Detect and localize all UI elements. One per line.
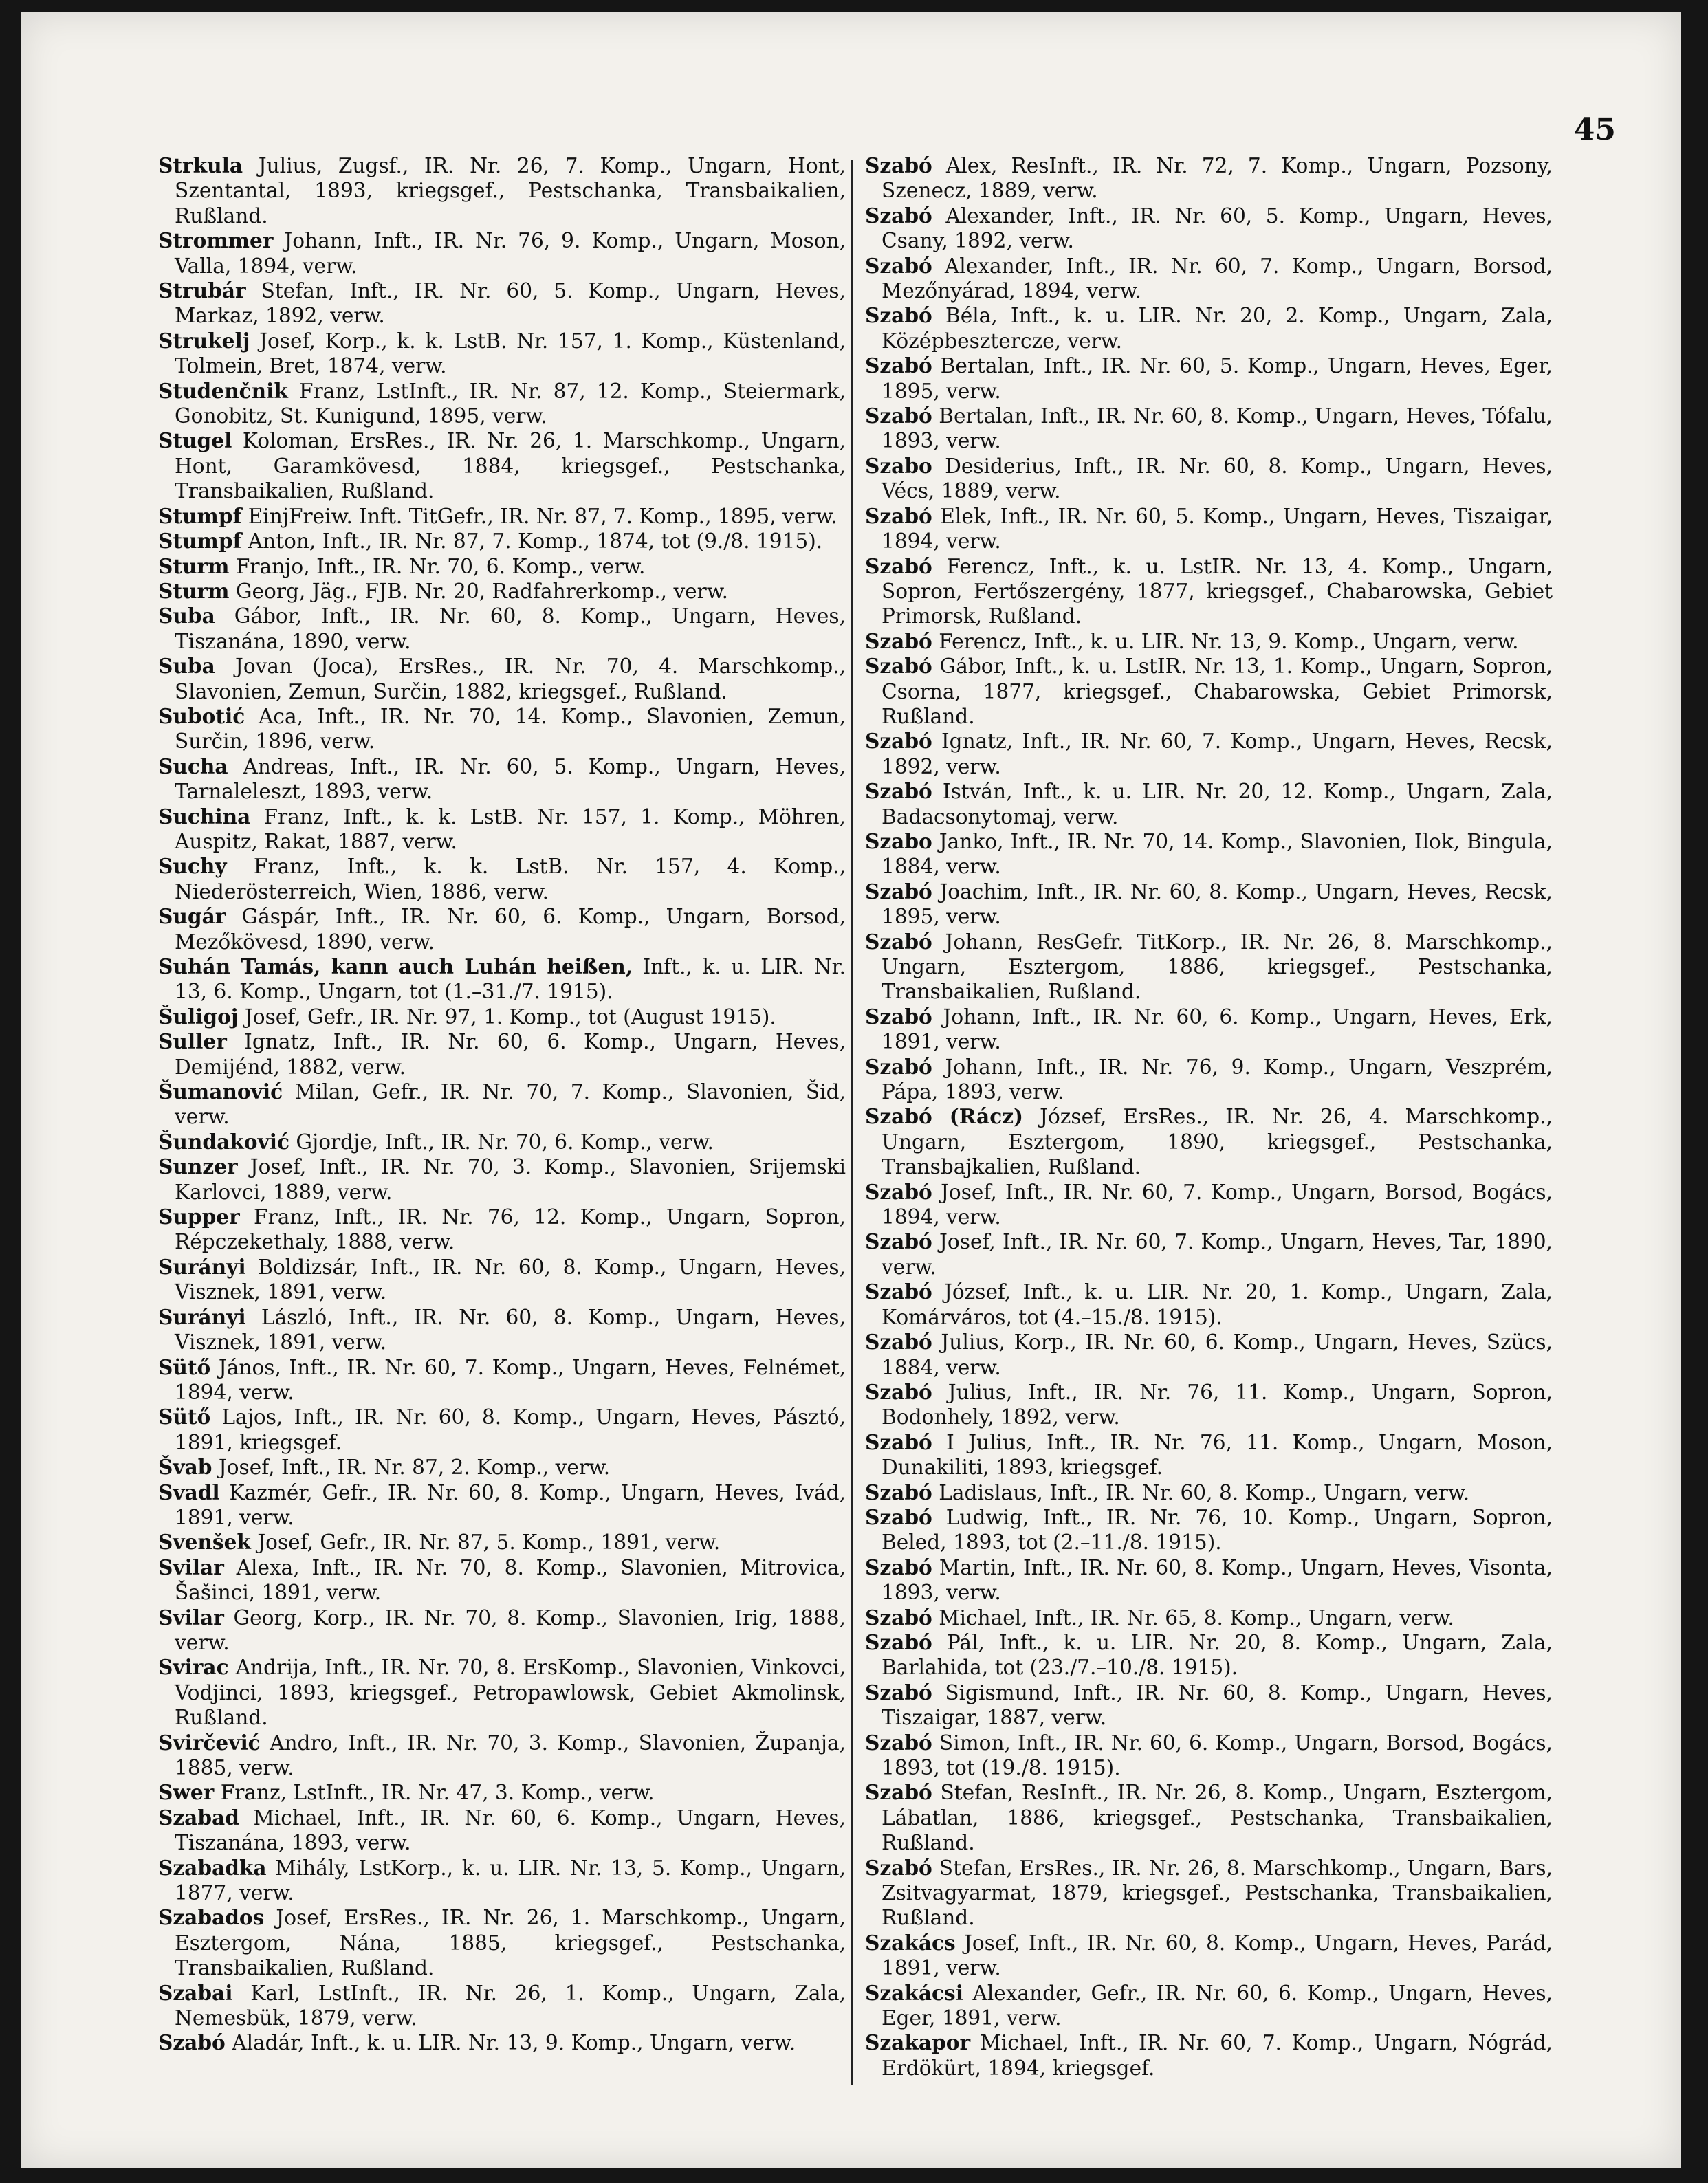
entry-details: Joachim, Inft., IR. Nr. 60, 8. Komp., Ungarn, Heves, Recsk, 1895, verw. bbox=[882, 879, 1553, 929]
list-entry bbox=[158, 904, 846, 954]
list-entry bbox=[865, 1780, 1553, 1855]
list-entry bbox=[865, 504, 1553, 554]
entry-surname: Szabó bbox=[865, 1730, 932, 1755]
entry-details: Josef, Inft., IR. Nr. 70, 3. Komp., Slavonien, Srijemski Karlovci, 1889, verw. bbox=[175, 1155, 846, 1204]
entry-details: Franjo, Inft., IR. Nr. 70, 6. Komp., verw. bbox=[229, 554, 646, 578]
entry-details: József, ErsRes., IR. Nr. 26, 4. Marschkomp., Ungarn, Esztergom, 1890, kriegsgef., Pestschanka, Transbajkalien, Rußland. bbox=[882, 1105, 1553, 1179]
entry-details: Janko, Inft., IR. Nr. 70, 14. Komp., Slavonien, Ilok, Bingula, 1884, verw. bbox=[882, 829, 1553, 879]
list-entry bbox=[158, 1856, 846, 1906]
list-entry bbox=[865, 1505, 1553, 1555]
entry-surname: Svadl bbox=[158, 1480, 220, 1504]
entry-surname: Szabó bbox=[865, 1054, 932, 1079]
entry-details: Ladislaus, Inft., IR. Nr. 60, 8. Komp., Ungarn, verw. bbox=[932, 1480, 1470, 1504]
entry-details: Alexa, Inft., IR. Nr. 70, 8. Komp., Slavonien, Mitrovica, Šašinci, 1891, verw. bbox=[175, 1555, 846, 1605]
list-entry bbox=[865, 1480, 1553, 1505]
entry-details: Ludwig, Inft., IR. Nr. 76, 10. Komp., Ungarn, Sopron, Beled, 1893, tot (2.–11./8. 1915). bbox=[882, 1505, 1553, 1555]
entry-surname: Sugár bbox=[158, 904, 226, 929]
entry-details: Martin, Inft., IR. Nr. 60, 8. Komp., Ungarn, Heves, Visonta, 1893, verw. bbox=[882, 1555, 1553, 1605]
list-entry bbox=[158, 529, 846, 553]
list-entry bbox=[158, 1205, 846, 1255]
entry-surname: Szabó bbox=[865, 1504, 932, 1529]
entry-surname: Suhán Tamás, kann auch Luhán heißen, bbox=[158, 954, 633, 978]
entry-surname: Sucha bbox=[158, 754, 228, 778]
entry-details: Pál, Inft., k. u. LIR. Nr. 20, 8. Komp., Ungarn, Zala, Barlahida, tot (23./7.–10./8. 1915). bbox=[882, 1630, 1553, 1680]
entry-surname: Szabó bbox=[865, 404, 932, 428]
entry-surname: Szabo bbox=[865, 453, 932, 478]
list-entry bbox=[865, 1229, 1553, 1280]
entry-surname: Szabó bbox=[865, 1855, 932, 1880]
entry-details: I Julius, Inft., IR. Nr. 76, 11. Komp., Ungarn, Moson, Dunakiliti, 1893, kriegsgef. bbox=[882, 1430, 1553, 1480]
entry-details: Michael, Inft., IR. Nr. 60, 6. Komp., Ungarn, Heves, Tiszanána, 1893, verw. bbox=[175, 1806, 846, 1855]
entry-surname: Szabó bbox=[865, 1004, 932, 1029]
list-entry bbox=[865, 1104, 1553, 1179]
entry-surname: Szabai bbox=[158, 1980, 233, 2005]
entry-details: Gjordje, Inft., IR. Nr. 70, 6. Komp., verw. bbox=[289, 1130, 714, 1154]
entry-details: Josef, Korp., k. k. LstB. Nr. 157, 1. Komp., Küstenland, Tolmein, Bret, 1874, verw. bbox=[175, 329, 846, 378]
entry-details: Inft., k. u. LIR. Nr. 13, 6. Komp., Ungarn, tot (1.–31./7. 1915). bbox=[175, 955, 846, 1004]
entry-details: Johann, Inft., IR. Nr. 76, 9. Komp., Ungarn, Moson, Valla, 1894, verw. bbox=[175, 229, 846, 278]
list-entry bbox=[865, 779, 1553, 829]
entry-details: Kazmér, Gefr., IR. Nr. 60, 8. Komp., Ungarn, Heves, Ivád, 1891, verw. bbox=[175, 1480, 846, 1529]
list-entry bbox=[865, 1005, 1553, 1055]
list-entry bbox=[158, 1555, 846, 1605]
entry-details: Julius, Korp., IR. Nr. 60, 6. Komp., Ungarn, Heves, Szücs, 1884, verw. bbox=[882, 1330, 1553, 1379]
entry-surname: Szabó bbox=[865, 303, 932, 328]
entry-details: Josef, Gefr., IR. Nr. 87, 5. Komp., 1891, verw. bbox=[250, 1531, 721, 1555]
entry-details: Alex, ResInft., IR. Nr. 72, 7. Komp., Ungarn, Pozsony, Szenecz, 1889, verw. bbox=[882, 154, 1553, 203]
entry-details: Simon, Inft., IR. Nr. 60, 6. Komp., Ungarn, Borsod, Bogács, 1893, tot (19./8. 1915). bbox=[882, 1731, 1553, 1779]
entry-surname: Szabó bbox=[865, 1429, 932, 1454]
list-entry bbox=[158, 1731, 846, 1781]
entry-details: Gáspár, Inft., IR. Nr. 60, 6. Komp., Ungarn, Borsod, Mezőkövesd, 1890, verw. bbox=[175, 905, 846, 954]
entry-details: Franz, LstInft., IR. Nr. 87, 12. Komp., Steiermark, Gonobitz, St. Kunigund, 1895, verw. bbox=[175, 379, 846, 428]
entry-details: Johann, Inft., IR. Nr. 76, 9. Komp., Ungarn, Veszprém, Pápa, 1893, verw. bbox=[882, 1055, 1553, 1104]
entry-surname: Studenčnik bbox=[158, 378, 288, 403]
list-entry bbox=[158, 153, 846, 228]
list-entry bbox=[158, 379, 846, 429]
entry-details: Karl, LstInft., IR. Nr. 26, 1. Komp., Ungarn, Zala, Nemesbük, 1879, verw. bbox=[175, 1981, 846, 2030]
list-entry bbox=[158, 1255, 846, 1305]
list-entry bbox=[158, 854, 846, 904]
entry-surname: Szabó bbox=[865, 153, 932, 177]
list-entry bbox=[158, 2030, 846, 2055]
entry-surname: Szabó bbox=[865, 654, 932, 679]
entry-details: Johann, Inft., IR. Nr. 60, 6. Komp., Ungarn, Heves, Erk, 1891, verw. bbox=[882, 1005, 1553, 1054]
entry-details: István, Inft., k. u. LIR. Nr. 20, 12. Komp., Ungarn, Zala, Badacsonytomaj, verw. bbox=[882, 780, 1553, 829]
entry-surname: Strommer bbox=[158, 228, 274, 253]
list-entry bbox=[158, 1530, 846, 1555]
entry-details: János, Inft., IR. Nr. 60, 7. Komp., Ungarn, Heves, Felnémet, 1894, verw. bbox=[175, 1355, 846, 1404]
entry-surname: Szabó bbox=[865, 1555, 932, 1579]
entry-surname: Szabadka bbox=[158, 1855, 267, 1880]
entry-details: Josef, Inft., IR. Nr. 60, 7. Komp., Ungarn, Borsod, Bogács, 1894, verw. bbox=[882, 1180, 1553, 1229]
list-entry bbox=[158, 754, 846, 804]
entry-details: Aladár, Inft., k. u. LIR. Nr. 13, 9. Komp., Ungarn, verw. bbox=[225, 2031, 796, 2055]
entry-surname: Sturm bbox=[158, 578, 230, 603]
list-entry bbox=[158, 1130, 846, 1154]
entry-details: Desiderius, Inft., IR. Nr. 60, 8. Komp., Ungarn, Heves, Vécs, 1889, verw. bbox=[882, 454, 1553, 503]
list-entry bbox=[158, 329, 846, 379]
list-entry bbox=[158, 1655, 846, 1730]
entry-surname: Swer bbox=[158, 1780, 215, 1805]
entry-surname: Šumanović bbox=[158, 1079, 283, 1104]
entry-details: Bertalan, Inft., IR. Nr. 60, 5. Komp., Ungarn, Heves, Eger, 1895, verw. bbox=[882, 354, 1553, 403]
document-page bbox=[21, 12, 1681, 2168]
list-entry bbox=[865, 204, 1553, 254]
list-entry bbox=[158, 1905, 846, 1980]
entry-surname: Surányi bbox=[158, 1254, 246, 1279]
entry-details: Georg, Jäg., FJB. Nr. 20, Radfahrerkomp., verw. bbox=[229, 579, 729, 603]
list-entry bbox=[865, 930, 1553, 1005]
list-entry bbox=[158, 1780, 846, 1805]
list-entry bbox=[865, 629, 1553, 654]
list-entry bbox=[865, 879, 1553, 930]
entry-surname: Suchy bbox=[158, 854, 227, 879]
entry-surname: Stumpf bbox=[158, 503, 242, 528]
entry-surname: Szabó bbox=[865, 628, 932, 653]
entry-details: Lajos, Inft., IR. Nr. 60, 8. Komp., Ungarn, Heves, Pásztó, 1891, kriegsgef. bbox=[175, 1405, 846, 1454]
list-entry bbox=[158, 278, 846, 329]
entry-surname: Sütő bbox=[158, 1405, 211, 1429]
entry-surname: Szabó bbox=[865, 1680, 932, 1704]
entry-surname: Szabó bbox=[865, 1480, 932, 1504]
entry-details: Milan, Gefr., IR. Nr. 70, 7. Komp., Slavonien, Šid, verw. bbox=[175, 1080, 846, 1129]
entry-surname: Szabó bbox=[865, 1280, 932, 1304]
list-entry bbox=[865, 1680, 1553, 1731]
entry-details: Anton, Inft., IR. Nr. 87, 7. Komp., 1874, tot (9./8. 1915). bbox=[241, 529, 823, 553]
entry-details: Julius, Inft., IR. Nr. 76, 11. Komp., Ungarn, Sopron, Bodonhely, 1892, verw. bbox=[882, 1380, 1553, 1429]
entry-surname: Svilar bbox=[158, 1605, 224, 1630]
entry-details: Koloman, ErsRes., IR. Nr. 26, 1. Marschkomp., Ungarn, Hont, Garamkövesd, 1884, kriegsgef., Pestschanka, Transbaikalien, Rußland. bbox=[175, 429, 846, 503]
entry-surname: Suller bbox=[158, 1029, 227, 1054]
list-entry bbox=[158, 1455, 846, 1480]
list-entry bbox=[158, 1480, 846, 1531]
list-entry bbox=[158, 704, 846, 754]
entry-surname: Szabó bbox=[865, 553, 932, 578]
entry-surname: Strkula bbox=[158, 153, 243, 177]
entry-surname: Szabó bbox=[865, 879, 932, 903]
list-entry bbox=[865, 1380, 1553, 1430]
list-entry bbox=[865, 254, 1553, 304]
entry-surname: Suba bbox=[158, 654, 215, 679]
entry-details: Ignatz, Inft., IR. Nr. 60, 7. Komp., Ungarn, Heves, Recsk, 1892, verw. bbox=[882, 730, 1553, 778]
list-entry bbox=[865, 353, 1553, 404]
entry-surname: Szabó bbox=[865, 353, 932, 378]
list-entry bbox=[158, 579, 846, 604]
entry-surname: Szabados bbox=[158, 1905, 265, 1930]
entry-surname: Sütő bbox=[158, 1354, 211, 1379]
list-entry bbox=[865, 1055, 1553, 1105]
entry-surname: Šuligoj bbox=[158, 1004, 239, 1029]
entry-details: Béla, Inft., k. u. LIR. Nr. 20, 2. Komp., Ungarn, Zala, Középbesztercze, verw. bbox=[882, 304, 1553, 353]
entry-surname: Szabó bbox=[865, 1605, 932, 1630]
entry-details: Ignatz, Inft., IR. Nr. 60, 6. Komp., Ungarn, Heves, Demijénd, 1882, verw. bbox=[175, 1030, 846, 1079]
entry-surname: Szabó bbox=[865, 779, 932, 804]
entry-details: Stefan, ErsRes., IR. Nr. 26, 8. Marschkomp., Ungarn, Bars, Zsitvagyarmat, 1879, kriegsgef., Pestschanka, Transbaikalien, Rußland. bbox=[882, 1856, 1553, 1930]
list-entry bbox=[158, 1355, 846, 1405]
entry-details: Andreas, Inft., IR. Nr. 60, 5. Komp., Ungarn, Heves, Tarnaleleszt, 1893, verw. bbox=[175, 754, 846, 804]
entry-details: Gábor, Inft., IR. Nr. 60, 8. Komp., Ungarn, Heves, Tiszanána, 1890, verw. bbox=[175, 604, 846, 653]
list-entry bbox=[158, 1981, 846, 2031]
entry-surname: Szabó bbox=[865, 1630, 932, 1654]
list-entry bbox=[865, 829, 1553, 879]
list-entry bbox=[158, 1305, 846, 1355]
entry-surname: Szabó bbox=[865, 503, 932, 528]
entry-details: Alexander, Inft., IR. Nr. 60, 7. Komp., Ungarn, Borsod, Mezőnyárad, 1894, verw. bbox=[882, 254, 1553, 303]
list-entry bbox=[865, 404, 1553, 454]
entry-surname: Szakácsi bbox=[865, 1980, 963, 2005]
entry-details: Stefan, ResInft., IR. Nr. 26, 8. Komp., Ungarn, Esztergom, Lábatlan, 1886, kriegsgef., Pestschanka, Transbaikalien, Rußland. bbox=[882, 1781, 1553, 1855]
entry-details: Josef, Inft., IR. Nr. 60, 8. Komp., Ungarn, Heves, Parád, 1891, verw. bbox=[882, 1931, 1553, 1980]
list-entry bbox=[865, 1180, 1553, 1230]
list-entry bbox=[158, 654, 846, 704]
entry-surname: Supper bbox=[158, 1205, 240, 1229]
entry-surname: Szabo bbox=[865, 829, 932, 853]
entry-details: Josef, Gefr., IR. Nr. 97, 1. Komp., tot (August 1915). bbox=[238, 1005, 776, 1029]
entry-surname: Szabó bbox=[865, 729, 932, 754]
list-entry bbox=[158, 1806, 846, 1856]
list-entry bbox=[865, 1330, 1553, 1380]
entry-details: Franz, Inft., k. k. LstB. Nr. 157, 1. Komp., Möhren, Auspitz, Rakat, 1887, verw. bbox=[175, 804, 846, 853]
entry-surname: Svenšek bbox=[158, 1530, 251, 1555]
entry-details: Johann, ResGefr. TitKorp., IR. Nr. 26, 8. Marschkomp., Ungarn, Esztergom, 1886, kriegsgef., Pestschanka, Transbaikalien, Rußland. bbox=[882, 930, 1553, 1004]
entry-surname: Šundaković bbox=[158, 1129, 289, 1154]
entry-surname: Stumpf bbox=[158, 529, 242, 553]
entry-details: Stefan, Inft., IR. Nr. 60, 5. Komp., Ungarn, Heves, Markaz, 1892, verw. bbox=[175, 279, 846, 328]
entry-details: Andro, Inft., IR. Nr. 70, 3. Komp., Slavonien, Županja, 1885, verw. bbox=[175, 1731, 846, 1779]
entry-surname: Szabó bbox=[865, 1780, 932, 1805]
entry-surname: Sturm bbox=[158, 553, 230, 578]
list-entry bbox=[865, 2030, 1553, 2081]
entry-details: Alexander, Inft., IR. Nr. 60, 5. Komp., Ungarn, Heves, Csany, 1892, verw. bbox=[882, 204, 1553, 253]
entry-surname: Szabó bbox=[865, 253, 932, 278]
list-entry bbox=[158, 554, 846, 579]
entry-surname: Szabó bbox=[865, 929, 932, 954]
entry-surname: Svilar bbox=[158, 1555, 224, 1579]
entry-details: Elek, Inft., IR. Nr. 60, 5. Komp., Ungarn, Heves, Tiszaigar, 1894, verw. bbox=[882, 504, 1553, 553]
entry-details: Julius, Zugsf., IR. Nr. 26, 7. Komp., Ungarn, Hont, Szentantal, 1893, kriegsgef., Pestschanka, Transbaikalien, Rußland. bbox=[175, 154, 846, 228]
entry-surname: Subotić bbox=[158, 703, 245, 728]
entry-surname: Szabó bbox=[158, 2030, 226, 2055]
entry-details: Gábor, Inft., k. u. LstIR. Nr. 13, 1. Komp., Ungarn, Sopron, Csorna, 1877, kriegsgef., Chabarowska, Gebiet Primorsk, Rußland. bbox=[882, 655, 1553, 728]
list-entry bbox=[865, 1630, 1553, 1680]
column-divider bbox=[851, 160, 853, 2085]
list-entry bbox=[158, 954, 846, 1005]
entry-surname: Szabó bbox=[865, 1179, 932, 1204]
list-entry bbox=[158, 1005, 846, 1029]
entry-surname: Szabó bbox=[865, 203, 932, 228]
left-column bbox=[158, 153, 846, 2056]
entry-details: Georg, Korp., IR. Nr. 70, 8. Komp., Slavonien, Irig, 1888, verw. bbox=[175, 1605, 846, 1654]
list-entry bbox=[158, 228, 846, 278]
list-entry bbox=[158, 428, 846, 503]
list-entry bbox=[865, 303, 1553, 353]
entry-surname: Sunzer bbox=[158, 1154, 238, 1179]
entry-surname: Svirčević bbox=[158, 1730, 261, 1755]
entry-details: Michael, Inft., IR. Nr. 65, 8. Komp., Ungarn, verw. bbox=[932, 1605, 1454, 1630]
list-entry bbox=[865, 1856, 1553, 1931]
entry-surname: Svirac bbox=[158, 1655, 229, 1680]
entry-surname: Švab bbox=[158, 1455, 212, 1480]
list-entry bbox=[865, 1731, 1553, 1781]
entry-details: Franz, Inft., k. k. LstB. Nr. 157, 4. Komp., Niederösterreich, Wien, 1886, verw. bbox=[175, 855, 846, 903]
entry-details: Josef, ErsRes., IR. Nr. 26, 1. Marschkomp., Ungarn, Esztergom, Nána, 1885, kriegsgef., Pestschanka, Transbaikalien, Rußland. bbox=[175, 1906, 846, 1980]
list-entry bbox=[865, 153, 1553, 204]
entry-details: Sigismund, Inft., IR. Nr. 60, 8. Komp., Ungarn, Heves, Tiszaigar, 1887, verw. bbox=[882, 1680, 1553, 1730]
entry-details: Josef, Inft., IR. Nr. 87, 2. Komp., verw. bbox=[212, 1456, 611, 1480]
entry-details: Boldizsár, Inft., IR. Nr. 60, 8. Komp., Ungarn, Heves, Visznek, 1891, verw. bbox=[175, 1255, 846, 1304]
entry-details: Franz, Inft., IR. Nr. 76, 12. Komp., Ungarn, Sopron, Répczekethaly, 1888, verw. bbox=[175, 1205, 846, 1254]
entry-details: Alexander, Gefr., IR. Nr. 60, 6. Komp., Ungarn, Heves, Eger, 1891, verw. bbox=[882, 1981, 1553, 2030]
list-entry bbox=[158, 804, 846, 855]
entry-details: EinjFreiw. Inft. TitGefr., IR. Nr. 87, 7. Komp., 1895, verw. bbox=[241, 504, 837, 528]
entry-surname: Szabó bbox=[865, 1379, 932, 1404]
page-number: 45 bbox=[1573, 112, 1616, 147]
entry-surname: Stugel bbox=[158, 428, 232, 453]
list-entry bbox=[158, 504, 846, 529]
entry-surname: Szakács bbox=[865, 1930, 956, 1955]
entry-surname: Strukelj bbox=[158, 328, 250, 353]
entry-surname: Surányi bbox=[158, 1304, 246, 1329]
entry-details: Aca, Inft., IR. Nr. 70, 14. Komp., Slavonien, Zemun, Surčin, 1896, verw. bbox=[175, 704, 846, 754]
list-entry bbox=[158, 1079, 846, 1130]
list-entry bbox=[865, 1555, 1553, 1605]
entry-details: Ferencz, Inft., k. u. LIR. Nr. 13, 9. Komp., Ungarn, verw. bbox=[932, 629, 1519, 653]
list-entry bbox=[865, 554, 1553, 629]
list-entry bbox=[865, 1605, 1553, 1630]
list-entry bbox=[865, 454, 1553, 504]
list-entry bbox=[865, 1280, 1553, 1330]
entry-details: Franz, LstInft., IR. Nr. 47, 3. Komp., verw. bbox=[214, 1781, 655, 1805]
entry-details: László, Inft., IR. Nr. 60, 8. Komp., Ungarn, Heves, Visznek, 1891, verw. bbox=[175, 1305, 846, 1354]
entry-surname: Szabó bbox=[865, 1330, 932, 1354]
entry-details: Josef, Inft., IR. Nr. 60, 7. Komp., Ungarn, Heves, Tar, 1890, verw. bbox=[882, 1230, 1553, 1279]
list-entry bbox=[158, 1154, 846, 1205]
list-entry bbox=[865, 1931, 1553, 1981]
entry-details: Jovan (Joca), ErsRes., IR. Nr. 70, 4. Marschkomp., Slavonien, Zemun, Surčin, 1882, kriegsgef., Rußland. bbox=[175, 655, 846, 703]
list-entry bbox=[865, 1430, 1553, 1480]
list-entry bbox=[158, 604, 846, 654]
entry-details: Bertalan, Inft., IR. Nr. 60, 8. Komp., Ungarn, Heves, Tófalu, 1893, verw. bbox=[882, 404, 1553, 453]
right-column bbox=[865, 153, 1553, 2081]
entry-details: Michael, Inft., IR. Nr. 60, 7. Komp., Ungarn, Nógrád, Erdökürt, 1894, kriegsgef. bbox=[882, 2031, 1553, 2080]
list-entry bbox=[158, 1405, 846, 1455]
list-entry bbox=[158, 1605, 846, 1656]
entry-details: Ferencz, Inft., k. u. LstIR. Nr. 13, 4. Komp., Ungarn, Sopron, Fertőszergény, 1877, kriegsgef., Chabarowska, Gebiet Primorsk, Rußland. bbox=[882, 554, 1553, 628]
list-entry bbox=[865, 729, 1553, 779]
entry-surname: Szabó (Rácz) bbox=[865, 1104, 1024, 1129]
entry-surname: Strubár bbox=[158, 278, 246, 303]
list-entry bbox=[865, 1981, 1553, 2031]
entry-surname: Szakapor bbox=[865, 2030, 971, 2055]
entry-details: Andrija, Inft., IR. Nr. 70, 8. ErsKomp., Slavonien, Vinkovci, Vodjinci, 1893, kriegsgef., Petropawlowsk, Gebiet Akmolinsk, Rußland. bbox=[175, 1656, 846, 1730]
entry-details: József, Inft., k. u. LIR. Nr. 20, 1. Komp., Ungarn, Zala, Komárváros, tot (4.–15./8. 1915). bbox=[882, 1280, 1553, 1329]
entry-surname: Suchina bbox=[158, 804, 251, 829]
list-entry bbox=[865, 654, 1553, 729]
entry-surname: Szabó bbox=[865, 1229, 932, 1254]
entry-details: Mihály, LstKorp., k. u. LIR. Nr. 13, 5. Komp., Ungarn, 1877, verw. bbox=[175, 1856, 846, 1905]
entry-surname: Szabad bbox=[158, 1805, 239, 1830]
entry-surname: Suba bbox=[158, 604, 215, 628]
list-entry bbox=[158, 1029, 846, 1079]
